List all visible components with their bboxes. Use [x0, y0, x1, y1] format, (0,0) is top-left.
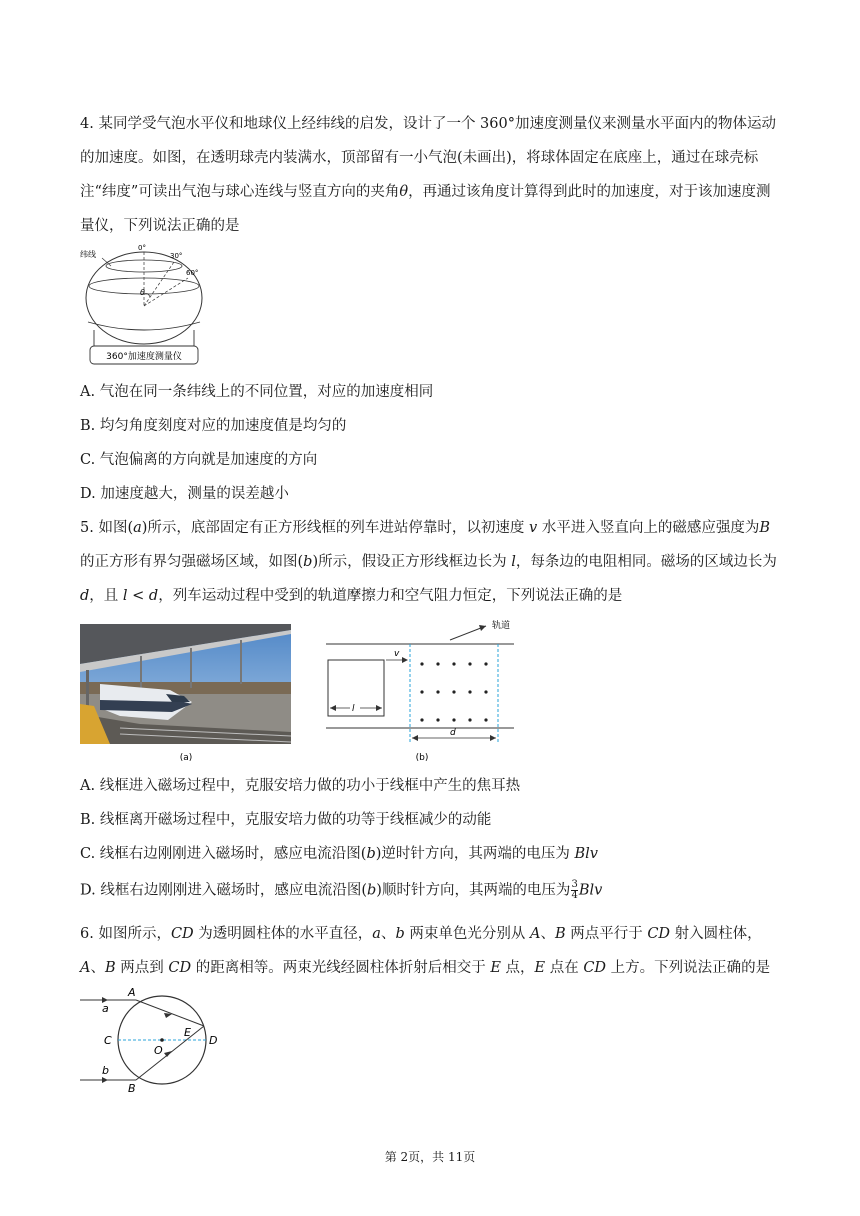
q6-stem: 6. 如图所示，CD 为透明圆柱体的水平直径，a、b 两束单色光分别从 A、B 两点平行于 CD 射入圆柱体，A、B 两点到 CD 的距离相等。两束光线经圆柱体折射后相交于 E 点，E 点在 CD 上方。下列说法正确的是	[80, 926, 771, 976]
velocity-label: v	[394, 649, 400, 659]
field-dots	[420, 662, 487, 721]
point-e-label: E	[184, 1026, 191, 1039]
q6-figure-cylinder-optics	[78, 984, 226, 1092]
q4-option-d: D. 加速度越大，测量的误差越小	[80, 486, 289, 502]
q4-option-a: A. 气泡在同一条纬线上的不同位置，对应的加速度相同	[80, 384, 434, 400]
fraction-three-quarters: $\frac{3}{4}$	[571, 879, 578, 901]
field-length-label: d	[450, 728, 456, 738]
q5-option-c: C. 线框右边刚刚进入磁场时，感应电流沿图(b)逆时针方向，其两端的电压为 Blv	[80, 846, 599, 862]
angle-60-label: 60°	[186, 269, 199, 277]
point-c-label: C	[104, 1034, 112, 1047]
caption-a: (a)	[179, 753, 193, 763]
q5-option-b: B. 线框离开磁场过程中，克服安培力做的功等于线框减少的动能	[80, 812, 492, 828]
q4-option-c: C. 气泡偏离的方向就是加速度的方向	[80, 452, 318, 468]
theta-label: θ	[140, 288, 145, 297]
point-a-label: A	[128, 986, 136, 999]
q5-stem: 5. 如图(a)所示，底部固定有正方形线框的列车进站停靠时，以初速度 v 水平进入竖直向上的磁感应强度为B 的正方形有界匀强磁场区域，如图(b)所示，假设正方形线框边长为 l，每条边的电阻相同。磁场的区域边长为 d，且 l < d，列车运动过程中受到的轨道摩擦力和空气阻力恒定，下列说法正确的是	[80, 520, 777, 604]
point-o-label: O	[154, 1044, 163, 1057]
latitude-label: 纬线	[80, 250, 96, 259]
q5-figure-a-train-photo	[80, 624, 292, 764]
page-footer: 第 2页，共 11页	[384, 1150, 476, 1164]
base-label: 360°加速度测量仪	[106, 352, 182, 362]
q5-figure-b-magnetic-field	[322, 614, 522, 766]
track-label: 轨道	[492, 621, 511, 631]
q4-option-b: B. 均匀角度刻度对应的加速度值是均匀的	[80, 418, 347, 434]
point-b-label: B	[128, 1082, 136, 1092]
q5-option-a: A. 线框进入磁场过程中，克服安培力做的功小于线框中产生的焦耳热	[80, 778, 521, 794]
beam-a-label: a	[102, 1002, 109, 1015]
beam-b-label: b	[102, 1064, 109, 1077]
point-d-label: D	[209, 1034, 218, 1047]
caption-b: (b)	[415, 753, 429, 763]
angle-30-label: 30°	[170, 252, 183, 260]
side-length-label: l	[352, 704, 355, 714]
q4-stem: 4. 某同学受气泡水平仪和地球仪上经纬线的启发，设计了一个 360°加速度测量仪来测量水平面内的物体运动的加速度。如图，在透明球壳内装满水，顶部留有一小气泡(未画出)，将球体固定在底座上，通过在球壳标注“纬度”可读出气泡与球心连线与竖直方向的夹角θ，再通过该角度计算得到此时的加速度，对于该加速度测量仪，下列说法正确的是	[80, 116, 776, 234]
q5-option-d: D. 线框右边刚刚进入磁场时，感应电流沿图(b)顺时针方向，其两端的电压为 $\frac{3}{4}$ Blv	[80, 879, 603, 901]
angle-0-label: 0°	[138, 244, 146, 252]
q4-figure-accelerometer	[78, 242, 210, 368]
